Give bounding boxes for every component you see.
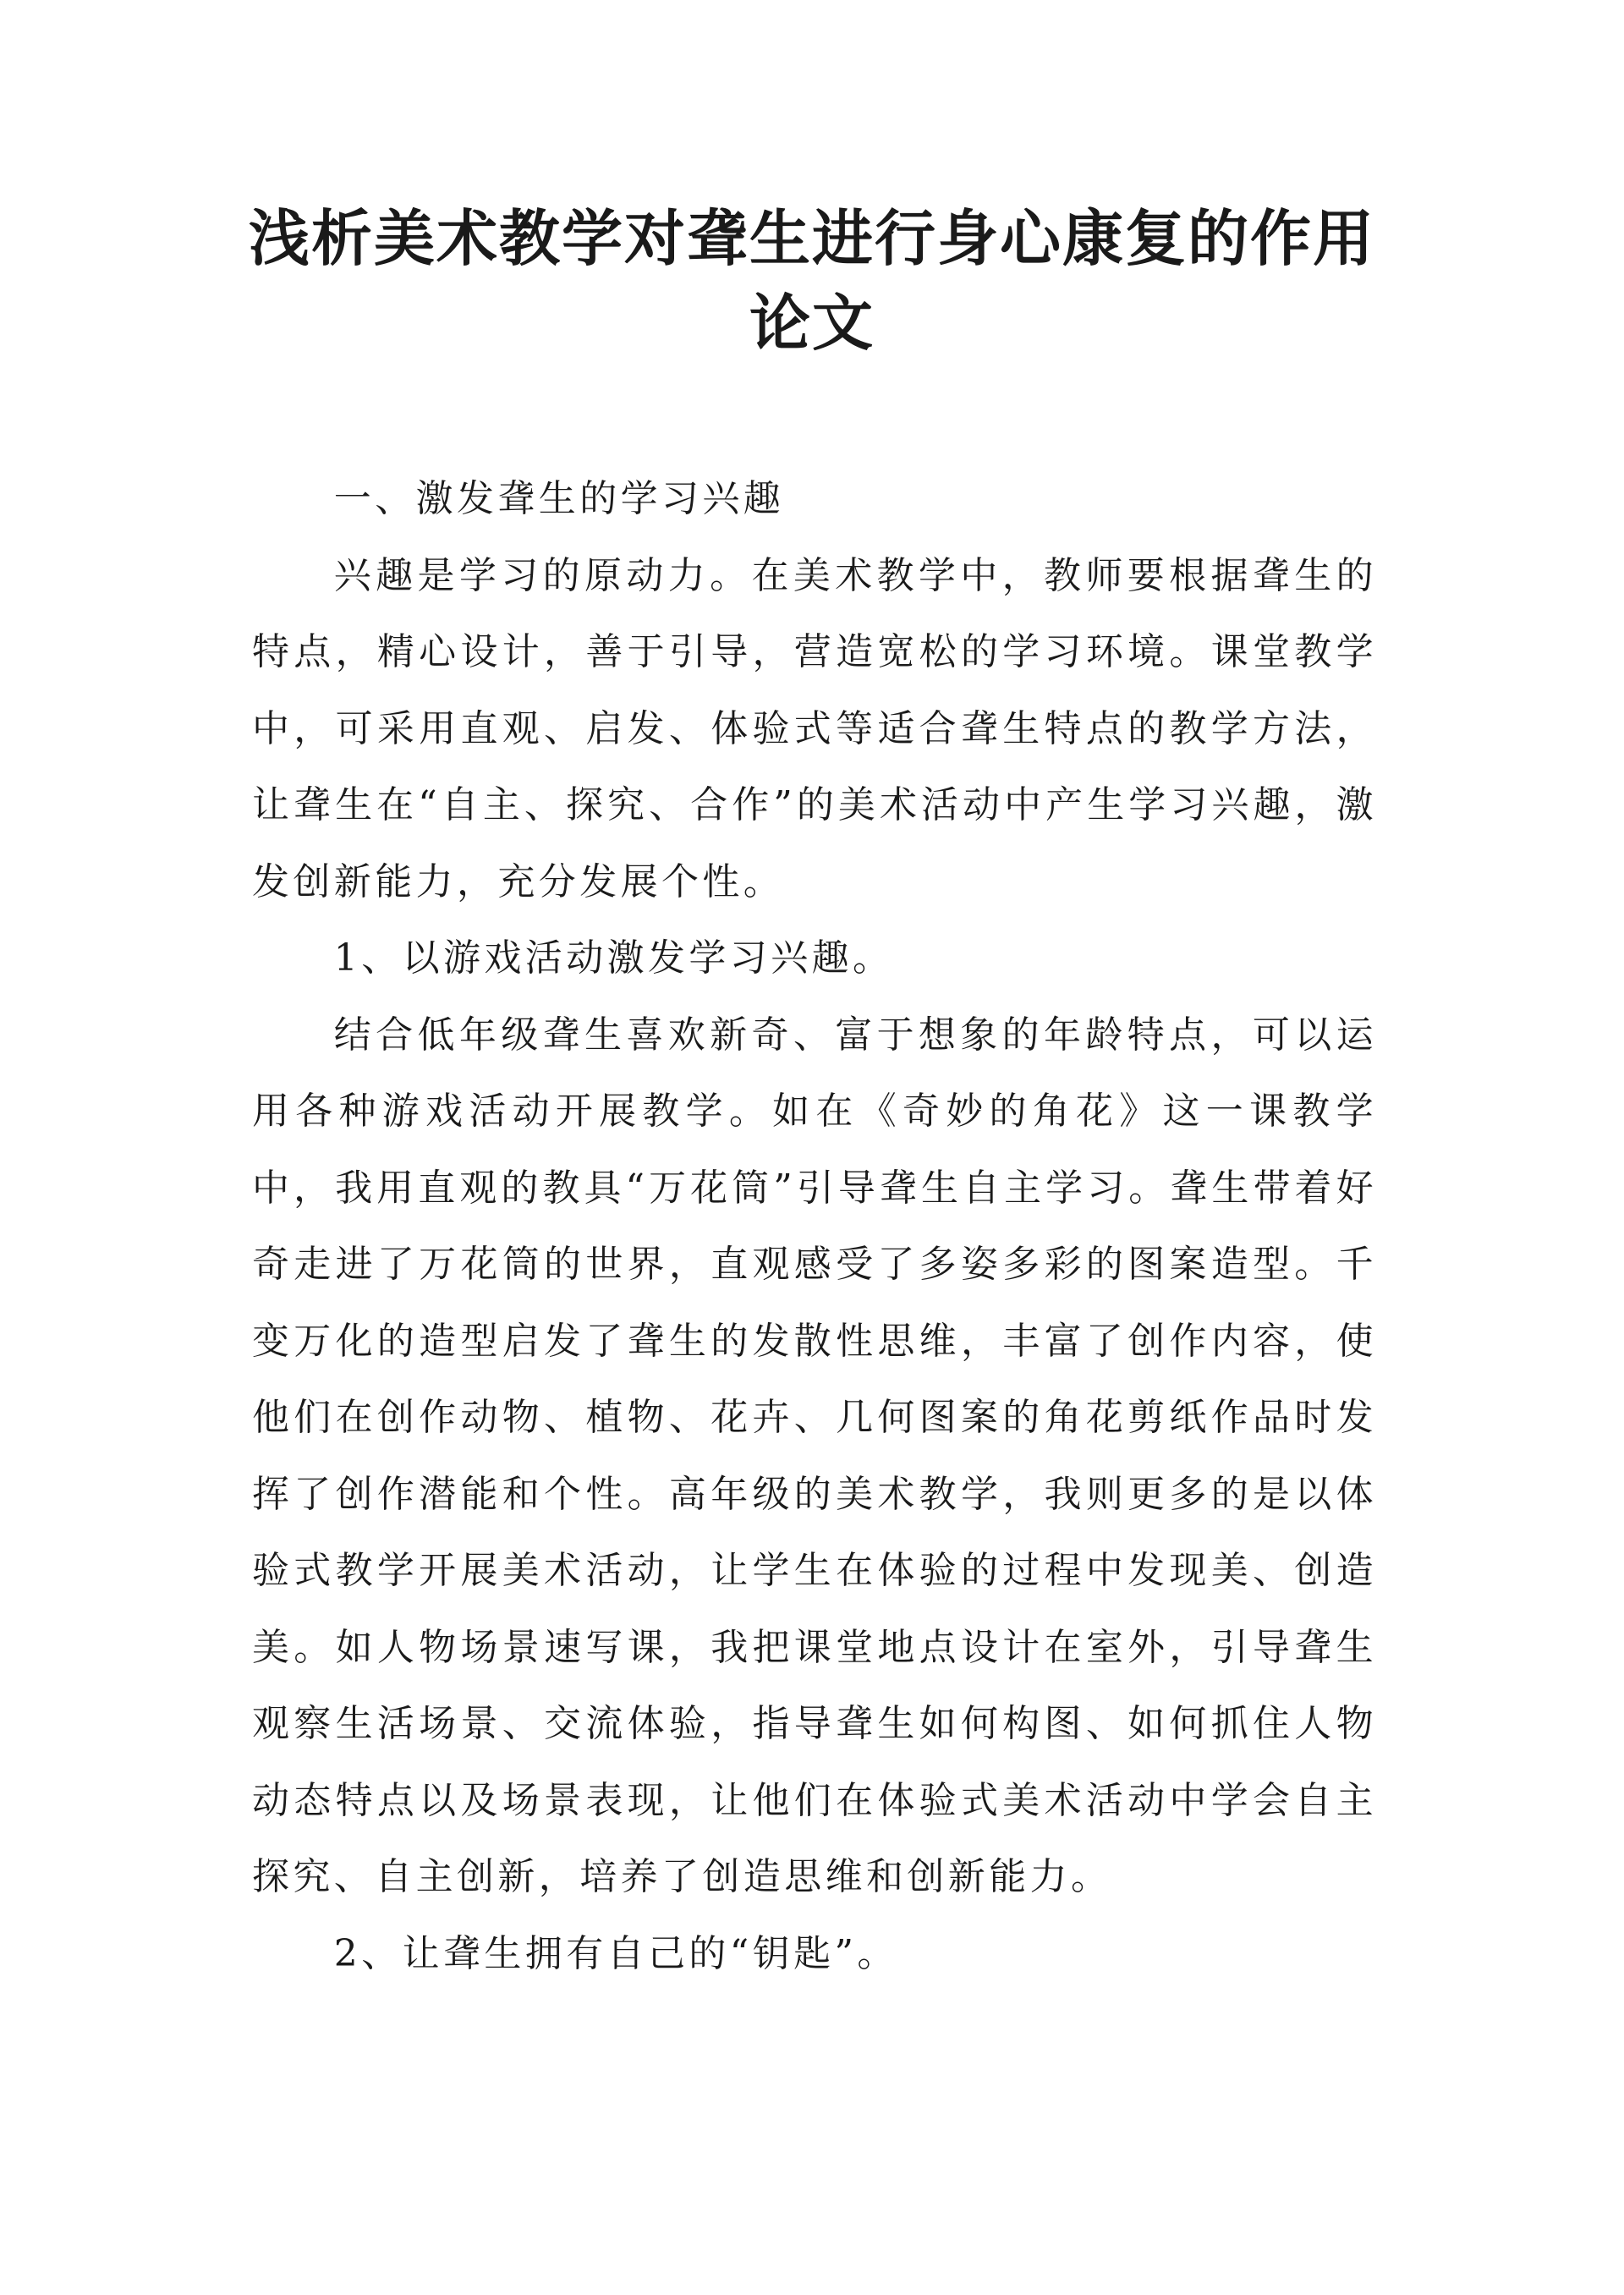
section-heading: 一、激发聋生的学习兴趣 — [333, 477, 785, 520]
document-title-line-1: 浅析美术教学对聋生进行身心康复的作用 — [248, 203, 1375, 274]
document-body — [252, 461, 1377, 1992]
subsection-heading: 2、让聋生拥有自己的“钥匙”。 — [333, 1931, 898, 1975]
document-title-line-2: 论文 — [749, 288, 875, 359]
body-paragraph: 结合低年级聋生喜欢新奇、富于想象的年龄特点，可以运用各种游戏活动开展教学。如在《奇妙的角花》这一课教学中，我用直观的教具“万花筒”引导聋生自主学习。聋生带着好奇走进了万花筒的世界，直观感受了多姿多彩的图案造型。千变万化的造型启发了聋生的发散性思维，丰富了创作内容，使他们在创作动物、植物、花卉、几何图案的角花剪纸作品时发挥了创作潜能和个性。高年级的美术教学，我则更多的是以体验式教学开展美术活动，让学生在体验的过程中发现美、创造美。如人物场景速写课，我把课堂地点设计在室外，引导聋生观察生活场景、交流体验，指导聋生如何构图、如何抓住人物动态特点以及场景表现，让他们在体验式美术活动中学会自主探究、自主创新，培养了创造思维和创新能力。 — [252, 1013, 1377, 1898]
body-paragraph: 兴趣是学习的原动力。在美术教学中，教师要根据聋生的特点，精心设计，善于引导，营造宽松的学习环境。课堂教学中，可采用直观、启发、体验式等适合聋生特点的教学方法，让聋生在“自主、探究、合作”的美术活动中产生学习兴趣，激发创新能力，充分发展个性。 — [252, 553, 1377, 903]
subsection-heading: 1、以游戏活动激发学习兴趣。 — [333, 936, 894, 980]
